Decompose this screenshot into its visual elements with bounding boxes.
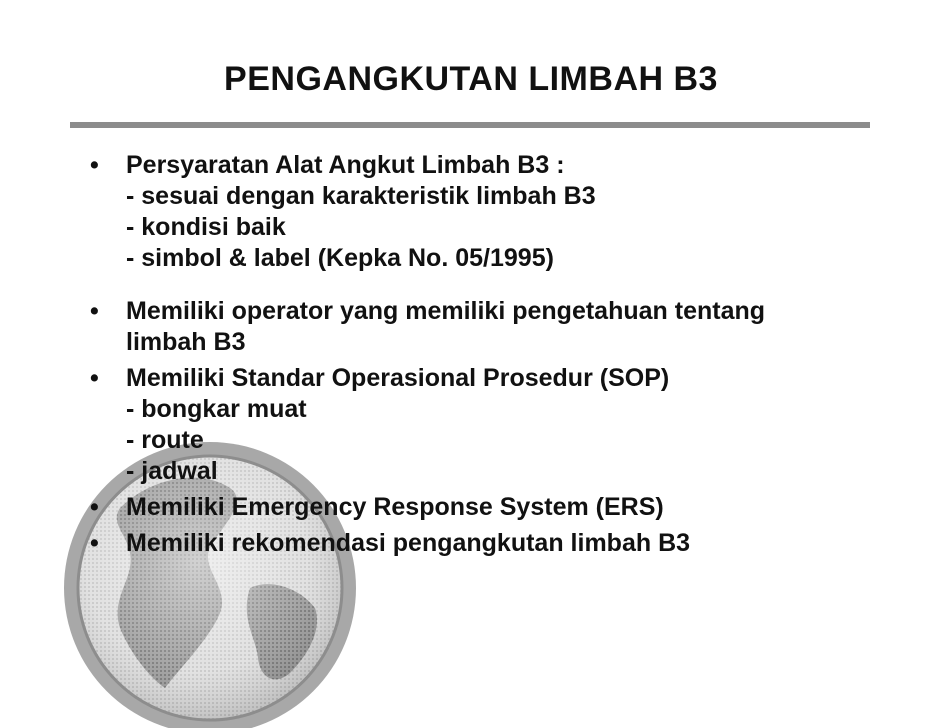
bullet-line: Memiliki Emergency Response System (ERS) xyxy=(126,493,664,521)
bullet-line: - jadwal xyxy=(126,457,218,485)
bullet-line: Persyaratan Alat Angkut Limbah B3 : xyxy=(126,151,565,179)
bullet-line: - kondisi baik xyxy=(126,213,286,241)
bullet-dot: • xyxy=(90,364,99,392)
title-divider xyxy=(70,122,870,128)
bullet-list xyxy=(0,150,942,564)
bullet-item xyxy=(0,528,942,559)
bullet-line: - bongkar muat xyxy=(126,395,307,423)
bullet-dot: • xyxy=(90,493,99,521)
bullet-line: - simbol & label (Kepka No. 05/1995) xyxy=(126,244,554,272)
bullet-dot: • xyxy=(90,529,99,557)
bullet-line: Memiliki Standar Operasional Prosedur (SOP) xyxy=(126,364,670,392)
slide-title: PENGANGKUTAN LIMBAH B3 xyxy=(224,60,718,98)
bullet-dot: • xyxy=(90,297,99,325)
bullet-line: - route xyxy=(126,426,204,454)
bullet-item xyxy=(0,150,942,274)
bullet-line: - sesuai dengan karakteristik limbah B3 xyxy=(126,182,596,210)
bullet-item xyxy=(0,363,942,487)
bullet-line: Memiliki operator yang memiliki pengetahuan tentang xyxy=(126,297,766,325)
bullet-line: Memiliki rekomendasi pengangkutan limbah B3 xyxy=(126,529,691,557)
bullet-dot: • xyxy=(90,151,99,179)
bullet-item xyxy=(0,492,942,523)
bullet-line: limbah B3 xyxy=(126,328,246,356)
bullet-item xyxy=(0,296,942,358)
